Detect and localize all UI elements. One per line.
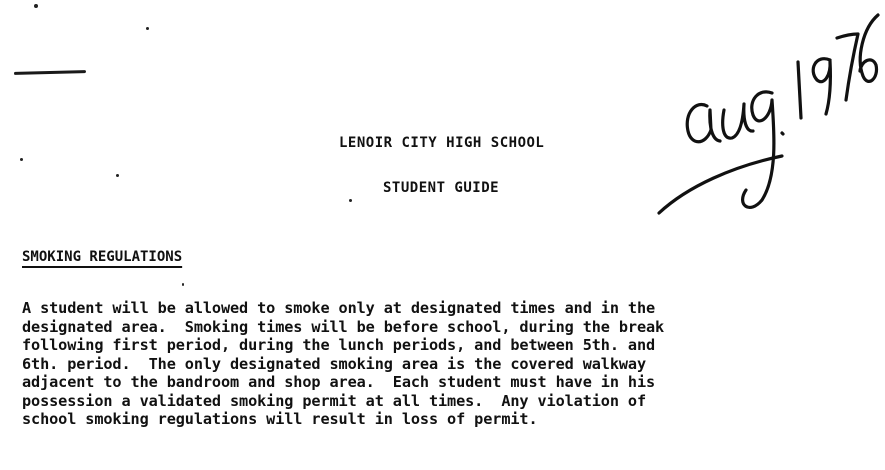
section-body <box>22 299 882 429</box>
scan-speck <box>20 158 23 161</box>
ink-mark <box>14 70 86 75</box>
scan-speck <box>34 4 38 8</box>
body-line: school smoking regulations will result in loss of permit. <box>22 410 538 428</box>
handwritten-date-annotation <box>650 0 885 225</box>
scan-speck <box>182 283 184 286</box>
scan-speck <box>146 27 149 30</box>
scan-speck <box>349 199 352 202</box>
guide-title: STUDENT GUIDE <box>383 180 500 196</box>
section-heading: SMOKING REGULATIONS <box>22 249 183 265</box>
body-line: possession a validated smoking permit at all times. Any violation of <box>22 391 647 410</box>
body-line: following first period, during the lunch periods, and between 5th. and <box>22 336 656 354</box>
body-line: adjacent to the bandroom and shop area. Each student must have in his <box>22 373 656 391</box>
body-line: A student will be allowed to smoke only at designated times and in the <box>22 299 656 317</box>
scan-speck <box>116 174 119 177</box>
school-name-title: LENOIR CITY HIGH SCHOOL <box>339 135 545 151</box>
body-line: designated area. Smoking times will be before school, during the break <box>22 317 665 336</box>
body-line: 6th. period. The only designated smoking area is the covered walkway <box>22 354 647 373</box>
